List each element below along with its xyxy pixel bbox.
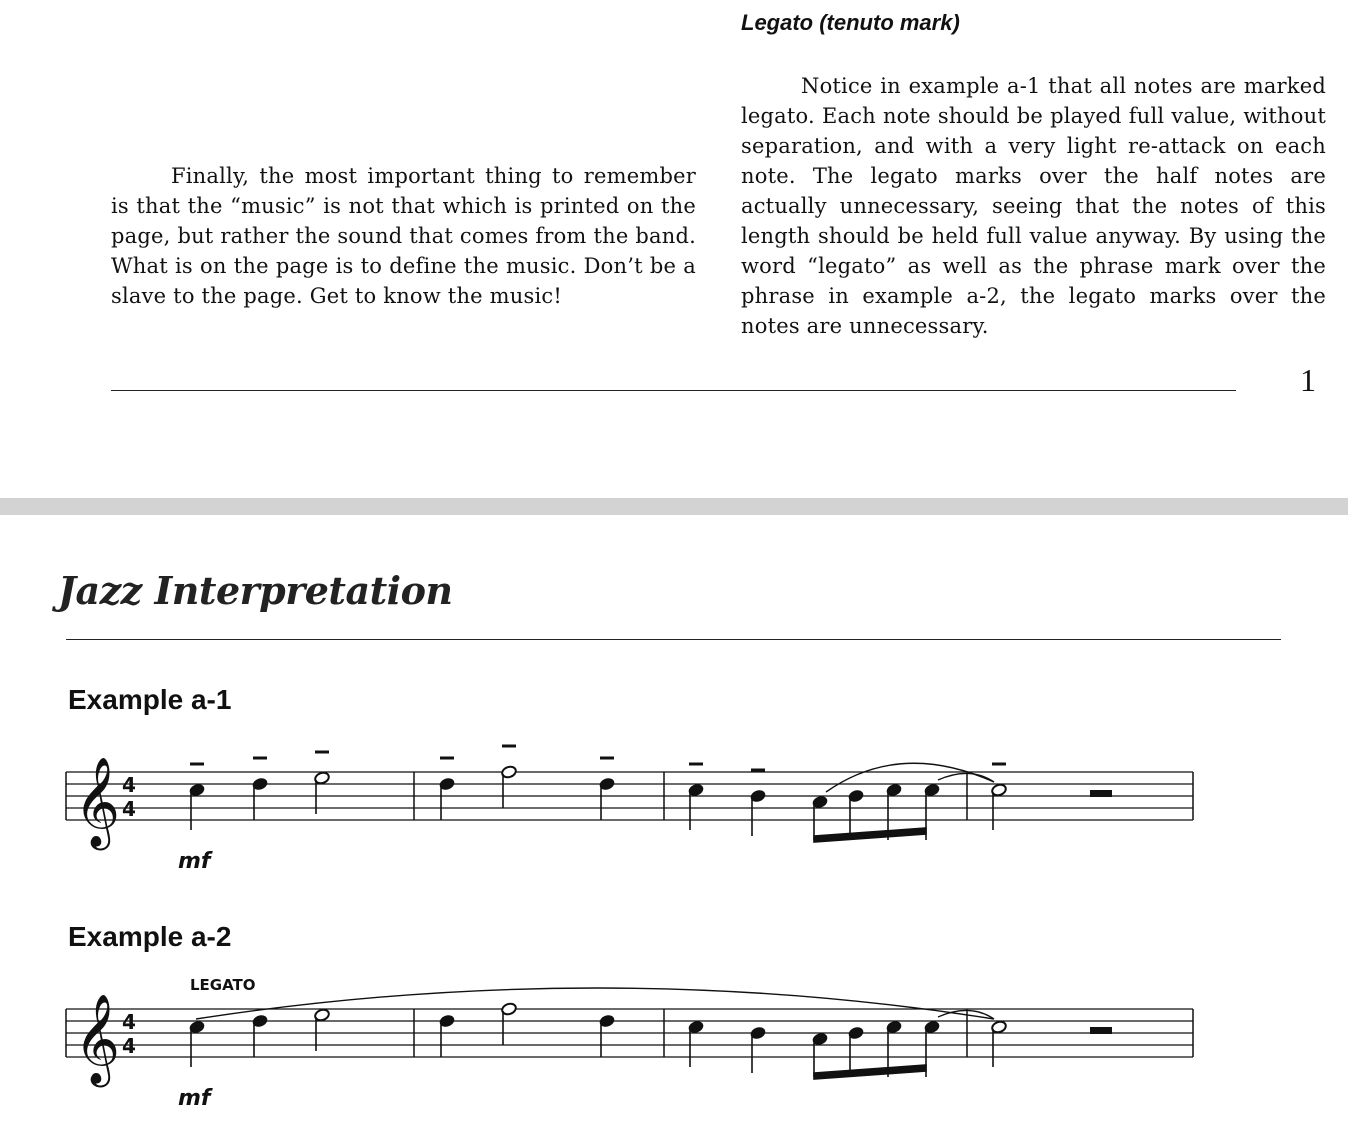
staff-lines [66, 1009, 1193, 1057]
time-signature-bottom: 4 [122, 797, 136, 821]
slur [826, 763, 994, 792]
dynamic-marking: mf [178, 1086, 211, 1111]
notes [189, 1000, 1112, 1079]
half-rest [1090, 1027, 1112, 1034]
staff-lines [66, 772, 1193, 820]
footer-rule [111, 390, 1236, 391]
dynamic-marking: mf [178, 849, 211, 874]
example-a1-title: Example a-1 [68, 684, 232, 715]
left-paragraph: Finally, the most important thing to remember is that the “music” is not that which is printed on the page, but rather the sound that comes from the band. What is on the page is to define the music. Don’t be a slave to the page. Get to know the music! [111, 164, 696, 308]
right-column [741, 71, 1326, 341]
example-a2-staff [0, 937, 1348, 1137]
upper-page [0, 0, 1348, 498]
section-rule [66, 639, 1281, 640]
expression-marking: LEGATO [190, 976, 256, 994]
page-divider [0, 498, 1348, 515]
page-number: 1 [1300, 362, 1316, 398]
half-rest [1090, 790, 1112, 797]
time-signature-top: 4 [122, 773, 136, 797]
treble-clef-icon: 𝄞 [74, 994, 121, 1084]
example-a1-staff [0, 700, 1348, 900]
notes [189, 700, 1112, 842]
example-a2-title: Example a-2 [68, 921, 232, 952]
section-title: Jazz Interpretation [58, 568, 453, 613]
left-column [111, 161, 696, 311]
time-signature-bottom: 4 [122, 1034, 136, 1058]
tie [938, 773, 994, 782]
legato-heading: Legato (tenuto mark) [741, 10, 960, 35]
treble-clef-icon: 𝄞 [74, 757, 121, 847]
beam [814, 1065, 926, 1079]
right-paragraph: Notice in example a-1 that all notes are marked legato. Each note should be played full value, without separation, and with a very light re-attack on each note. The legato marks over the half notes are actually unnecessary, seeing that the notes of this length should be held full value anyway. By using the word “legato” as well as the phrase mark over the phrase in example a-2, the legato marks over the notes are unnecessary. [741, 74, 1326, 338]
beam [814, 828, 926, 842]
time-signature-top: 4 [122, 1010, 136, 1034]
